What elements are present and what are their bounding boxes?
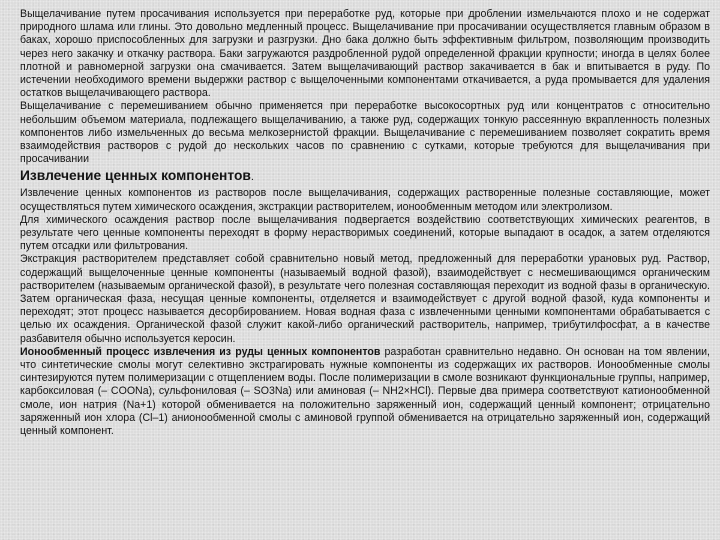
section-heading — [20, 168, 710, 185]
paragraph-solvent-extraction: Экстракция растворителем представляет собой сравнительно новый метод, предложенный для переработки урановых руд. Раствор, содержащий выщелоченные ценные компоненты (называемый водной фазой), взаимодействует с несмешивающимся органическим растворителем (называемым органической фазой), в результате чего полезная составляющая переходит из водной фазы в органическую. Затем органическая фаза, несущая ценные компоненты, отделяется и взаимодействует с другой водной фазой, куда компоненты и переходят; этот процесс называется десорбированием. Новая водная фаза с извлеченными ценными компонентами обрабатывается с целью их осаждения. Органической фазой служит какой-либо органический растворитель, например, трибутилфосфат, а в качестве разбавителя обычно используется керосин. — [20, 253, 710, 345]
paragraph-percolation-leaching: Выщелачивание путем просачивания используется при переработке руд, которые при дроблении измельчаются плохо и не содержат природного шлама или глины. Это довольно медленный процесс. Выщелачивание при просачивании осуществляется главным образом в баках, хорошо приспособленных для загрузки и разгрузки. Дно бака должно быть эффективным фильтром, позволяющим производить через него закачку и откачку раствора. Баки загружаются раздробленной рудой определенной фракции крупности; иногда в целях более плотной и равномерной загрузки она смачивается. Затем выщелачивающий раствор закачивается в бак и впитывается в руду. По истечении необходимого времени выдержки раствор с выщелоченными компонентами откачивается, а руда промывается для удаления остатков выщелачивающего раствора. — [20, 8, 710, 100]
paragraph-agitation-leaching: Выщелачивание с перемешиванием обычно применяется при переработке высокосортных руд или концентратов с относительно небольшим объемом материала, подлежащего выщелачиванию, а также руд, содержащих тонкую рассеянную вкрапленность полезных компонентов либо измельченных до весьма мелкозернистой фракции. Выщелачивание с перемешиванием позволяет сократить время взаимодействия растворов с рудой до нескольких часов по сравнению с сутками, которые требуются для выщелачивания при просачивании — [20, 100, 710, 166]
section-heading-text: Извлечение ценных компонентов — [20, 168, 251, 184]
paragraph-recovery-methods: Извлечение ценных компонентов из растворов после выщелачивания, содержащих растворенные полезные составляющие, может осуществляться путем химического осаждения, экстракции растворителем, ионообменным методом или электролизом. — [20, 187, 710, 213]
ion-exchange-text: разработан сравнительно недавно. Он основан на том явлении, что синтетические смолы могут селективно экстрагировать нужные компоненты из содержащих их растворов. Ионообменные смолы синтезируются путем полимеризации с отщеплением воды. После полимеризации в смоле возникают функциональные группы, например, карбоксиловая (– COONa), сульфониловая (– SO3Na) или аминовая (– NH2×HCl). Первые два примера соответствуют катионообменной смоле, ион натрия (Na+1) которой обменивается на положительно заряженный ион, содержащий ценный компонент; отрицательно заряженный ион хлора (Cl–1) анионообменной смолы с аминовой группой обменивается на отрицательно заряженный ион, содержащий ценный компонент. — [20, 345, 710, 438]
paragraph-chemical-precipitation: Для химического осаждения раствор после выщелачивания подвергается воздействию соответствующих химических реагентов, в результате чего ценные компоненты переходят в форму нерастворимых соединений, которые выпадают в осадок, а затем отделяются путем отсадки или фильтрования. — [20, 213, 710, 253]
section-heading-suffix: . — [250, 171, 254, 184]
ion-exchange-lead: Ионообменный процесс извлечения из руды ценных компонентов — [20, 345, 381, 358]
document-page — [20, 8, 710, 438]
paragraph-ion-exchange — [20, 346, 710, 438]
